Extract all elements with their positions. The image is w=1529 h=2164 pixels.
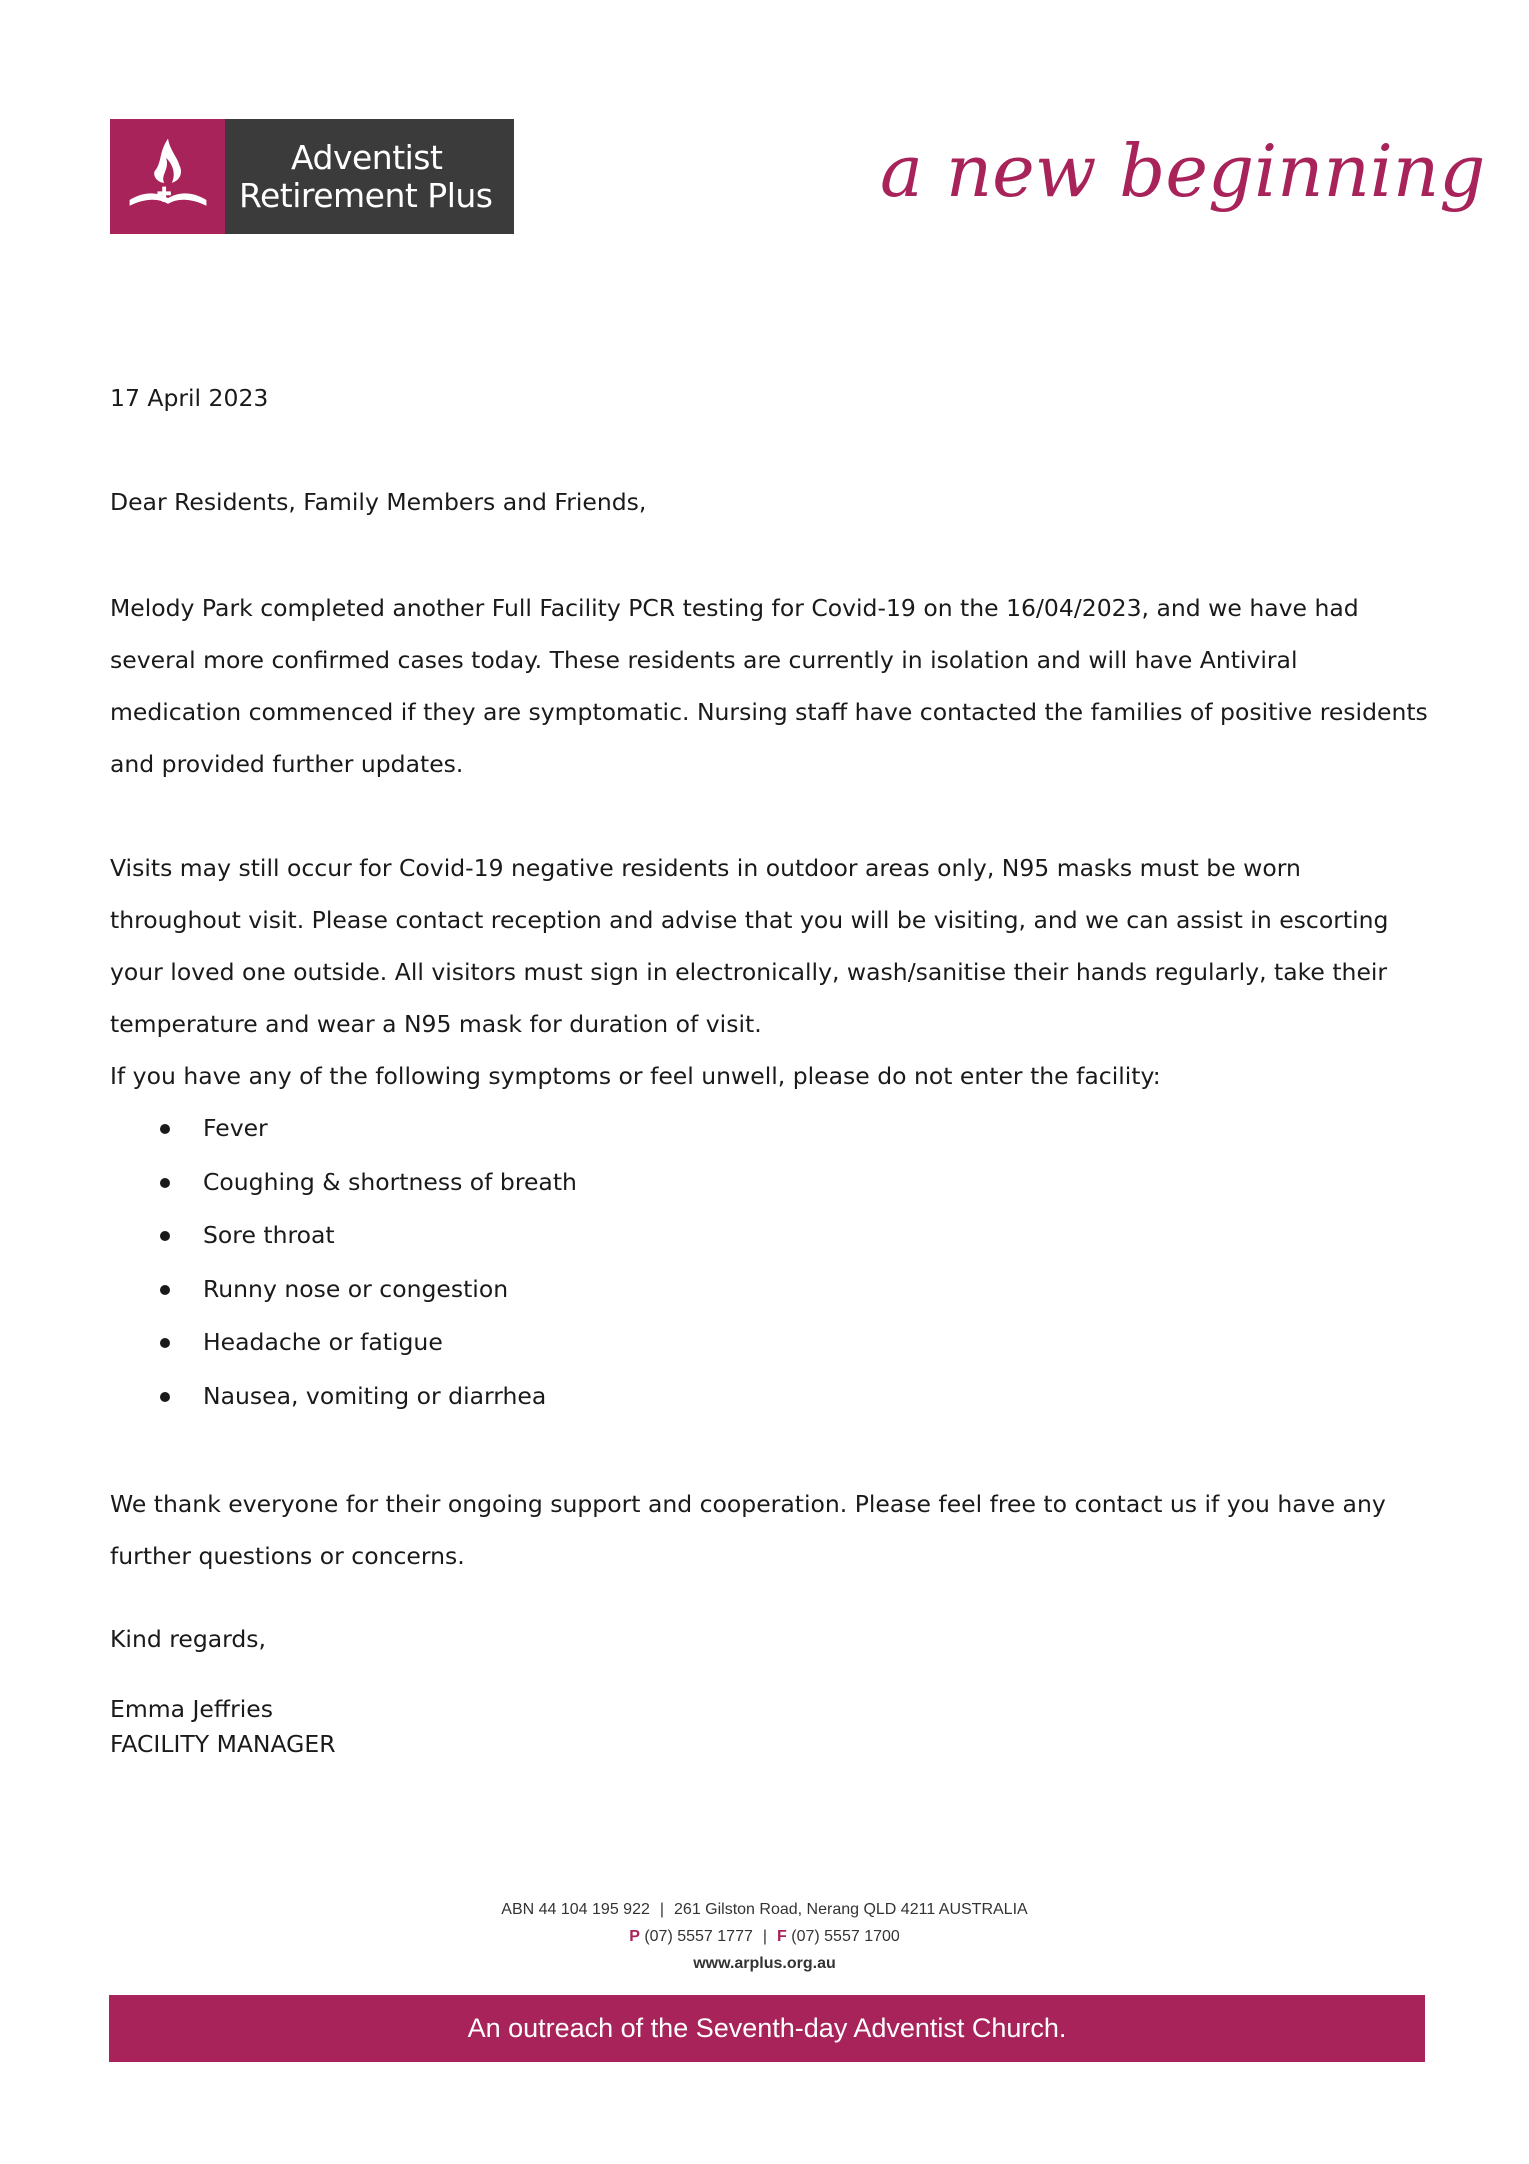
symptom-text: Nausea, vomiting or diarrhea: [203, 1381, 547, 1410]
bullet-icon: [160, 1338, 170, 1348]
list-item: [110, 1209, 577, 1263]
organization-name-line2: Retirement Plus: [239, 175, 493, 215]
symptom-text: Runny nose or congestion: [203, 1274, 509, 1303]
phone-label: P: [629, 1928, 640, 1945]
paragraph-visits: Visits may still occur for Covid-19 negative residents in outdoor areas only, N95 masks must be worn throughout visit. Please contact reception and advise that you will be visiting, and we can assist in escorting your loved one outside. All visitors must sign in electronically, wash/sanitise their hands regularly, take their temperature and wear a N95 mask for duration of visit.: [110, 854, 1389, 1038]
address: 261 Gilston Road, Nerang QLD 4211 AUSTRALIA: [674, 1901, 1028, 1918]
bullet-icon: [160, 1124, 170, 1134]
symptoms-list: [110, 1102, 577, 1424]
signer-name: Emma Jeffries: [110, 1695, 273, 1723]
organization-name-line1: Adventist: [291, 137, 443, 177]
fax-label: F: [777, 1928, 787, 1945]
closing: Kind regards,: [110, 1625, 267, 1653]
organization-logo: [110, 119, 514, 234]
footer-banner-text: An outreach of the Seventh-day Adventist Church.: [467, 2013, 1067, 2043]
bullet-icon: [160, 1392, 170, 1402]
symptom-text: Fever: [203, 1114, 268, 1142]
list-item: [110, 1316, 577, 1370]
signer-title: FACILITY MANAGER: [110, 1730, 336, 1758]
paragraph-symptoms-intro: If you have any of the following symptoms or feel unwell, please do not enter the facility:: [110, 1062, 1161, 1090]
paragraph-testing-update: Melody Park completed another Full Facility PCR testing for Covid-19 on the 16/04/2023, and we have had several more confirmed cases today. These residents are currently in isolation and will have Antiviral medication commenced if they are symptomatic. Nursing staff have contacted the families of positive residents and provided further updates.: [110, 594, 1428, 778]
tagline-text: a new beginning: [880, 129, 1486, 213]
symptom-text: Sore throat: [203, 1221, 335, 1250]
list-item: [110, 1263, 577, 1317]
website-link[interactable]: www.arplus.org.au: [693, 1955, 836, 1972]
footer-contact-line: [0, 1928, 1529, 1946]
symptom-text: Headache or fatigue: [203, 1328, 443, 1357]
list-item: [110, 1102, 577, 1156]
footer-address-line: [0, 1901, 1529, 1919]
bullet-icon: [160, 1285, 170, 1295]
symptom-text: Coughing & shortness of breath: [203, 1167, 577, 1196]
bullet-icon: [160, 1178, 170, 1188]
phone-number: (07) 5557 1777: [644, 1928, 753, 1945]
fax-number: (07) 5557 1700: [791, 1928, 900, 1945]
list-item: [110, 1156, 577, 1210]
letter-date: 17 April 2023: [110, 384, 269, 412]
abn: ABN 44 104 195 922: [501, 1901, 650, 1918]
separator: |: [659, 1901, 665, 1918]
separator: |: [762, 1928, 768, 1945]
church-emblem-icon: [110, 119, 225, 234]
bullet-icon: [160, 1231, 170, 1241]
list-item: [110, 1370, 577, 1424]
salutation: Dear Residents, Family Members and Friends,: [110, 488, 647, 516]
tagline: [880, 118, 1486, 238]
footer-banner: [109, 1995, 1425, 2062]
paragraph-thanks: We thank everyone for their ongoing support and cooperation. Please feel free to contact us if you have any further questions or concerns.: [110, 1490, 1386, 1570]
organization-name: [225, 119, 514, 234]
